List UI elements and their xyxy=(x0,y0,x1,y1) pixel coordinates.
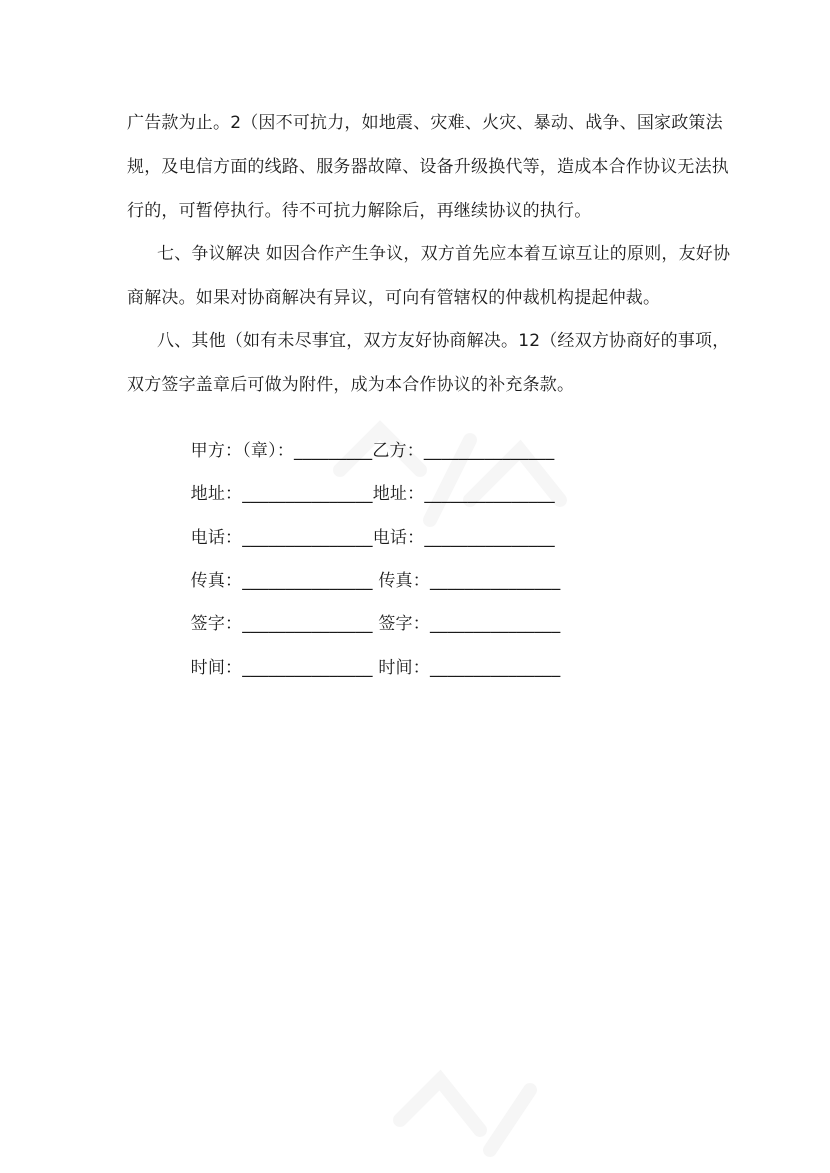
party-b-fax-field: 传真：_______________ xyxy=(372,571,561,591)
paragraph-line: 双方签字盖章后可做为附件，成为本合作协议的补充条款。 xyxy=(127,375,575,395)
signature-row-date xyxy=(157,635,560,701)
paragraph-line: 广告款为止。2（因不可抗力，如地震、灾难、火灾、暴动、战争、国家政策法 xyxy=(127,113,723,133)
party-a-date-field: 时间：_______________ xyxy=(190,658,373,678)
party-a-fax-field: 传真：_______________ xyxy=(190,571,373,591)
party-a-signature-field: 签字：_______________ xyxy=(190,614,373,634)
party-b-date-field: 时间：_______________ xyxy=(372,658,561,678)
party-b-address-field: 地址：_______________ xyxy=(372,484,555,504)
party-b-phone-field: 电话：_______________ xyxy=(372,528,555,548)
paragraph-line: 规，及电信方面的线路、服务器故障、设备升级换代等，造成本合作协议无法执 xyxy=(127,157,729,177)
paragraph-line: 商解决。如果对协商解决有异议，可向有管辖权的仲裁机构提起仲裁。 xyxy=(127,288,661,308)
paragraph-line: 八、其他（如有未尽事宜，双方友好协商解决。12（经双方协商好的事项， xyxy=(157,331,730,351)
party-b-signature-field: 签字：_______________ xyxy=(372,614,561,634)
paragraph-line: 行的，可暂停执行。待不可抗力解除后，再继续协议的执行。 xyxy=(127,201,592,221)
party-b-field: 乙方：_______________ xyxy=(372,441,555,461)
party-a-address-field: 地址：_______________ xyxy=(190,484,373,504)
party-a-phone-field: 电话：_______________ xyxy=(190,528,373,548)
paragraph-line: 七、争议解决 如因合作产生争议，双方首先应本着互谅互让的原则，友好协 xyxy=(157,244,731,264)
party-a-seal-field: 甲方：（章）：_________ xyxy=(190,441,373,461)
